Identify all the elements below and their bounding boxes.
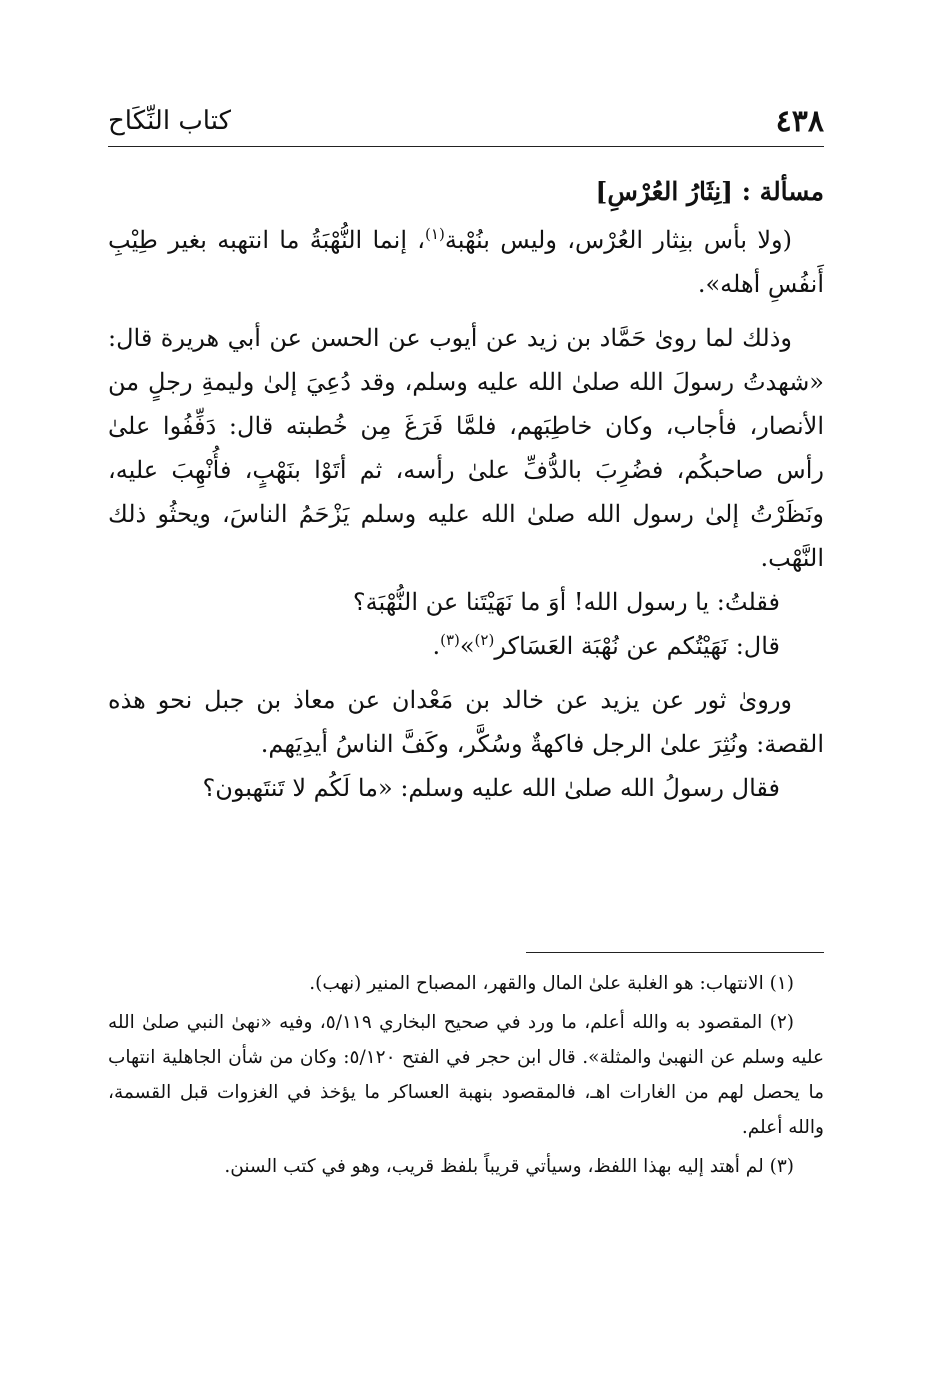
ruling-text-rest: ، إنما النُّهْبَةُ ما انتهبه بغير طِيْبِ أَنفُسِ أهله». [108, 226, 824, 298]
page-number: ٤٣٨ [775, 103, 824, 139]
quote-question: فقلتُ: یا رسول الله! أوَ ما نَهَیْتَنا عن النُّهْبَة؟ [352, 588, 780, 616]
paragraph-ruling [108, 218, 824, 306]
footnote-divider [526, 952, 824, 953]
ruling-text: (ولا بأس بنِثار العُرْس، وليس بنُهْبة [444, 226, 792, 254]
answer-text: قال: نَهَیْتُكم عن نُهْبَة العَسَاكر [494, 632, 780, 660]
issue-title: [نِثَارُ العُرْسِ] [595, 177, 734, 206]
issue-label: مسألة : [741, 177, 824, 206]
footnote-2: (٢) المقصود به والله أعلم، ما ورد في صحيح البخاري ٥/١١٩، وفيه «نهىٰ النبي صلىٰ الله عليه وسلم عن النهبىٰ والمثلة». قال ابن حجر في الفتح ٥/١٢٠: وكان من شأن الجاهلية انتهاب ما يحصل لهم من الغارات اهـ، فالمقصود بنهبة العساكر ما يؤخذ في الغزوات قبل القسمة، والله أعلم. [108, 1012, 824, 1138]
footnote-ref-2[interactable]: (٢) [474, 631, 495, 649]
answer-end: . [432, 632, 441, 660]
main-text [108, 170, 824, 810]
quote-answer [108, 624, 824, 668]
footnote-1: (١) الانتهاب: هو الغلبة علىٰ المال والقهر، المصباح المنير (نهب). [309, 973, 794, 994]
header-divider [108, 146, 824, 147]
page-header [108, 96, 824, 146]
paragraph-hadith: وذلك لما رویٰ حَمَّاد بن زید عن أیوب عن الحسن عن أبي هریرة قال: «شهدتُ رسولَ الله صلىٰ الله علیه وسلم، وقد دُعِيَ إلىٰ ولیمةِ رجلٍ من الأنصار، فأجاب، وكان خاطِبَهم، فلمَّا فَرَغَ مِن خُطبته قال: دَفِّفُوا علىٰ رأس صاحبكُم، فضُرِبَ بالدُّفِّ علىٰ رأسه، ثم أتَوْا بنَهْبٍ، فأُنْهِبَ علیه، ونَظَرْتُ إلىٰ رسول الله صلىٰ الله علیه وسلم یَزْحَمُ الناسَ، ویحثُو ذلك النَّهْب. [108, 324, 824, 572]
paragraph-thawr: وروىٰ ثور عن یزید عن خالد بن مَعْدان عن معاذ بن جبل نحو هذه القصة: ونُثِرَ علىٰ الرجل فاكهةٌ وسُكَّر، وكَفَّ الناسُ أیدِیَهم. [108, 686, 824, 758]
footnote-3: (٣) لم أهتد إليه بهذا اللفظ، وسيأتي قريباً بلفظ قريب، وهو في كتب السنن. [224, 1156, 794, 1177]
footnotes [108, 966, 824, 1188]
footnote-ref-1[interactable]: (١) [425, 225, 445, 243]
quote-close: » [459, 632, 475, 660]
book-title: كتاب النِّكَاح [108, 106, 231, 136]
issue-heading [108, 170, 824, 214]
paragraph-prophet-saying: فقال رسولُ الله صلىٰ الله علیه وسلم: «ما لَكُم لا تَنتَهبون؟ [202, 774, 780, 802]
footnote-ref-3[interactable]: (٣) [440, 631, 460, 649]
